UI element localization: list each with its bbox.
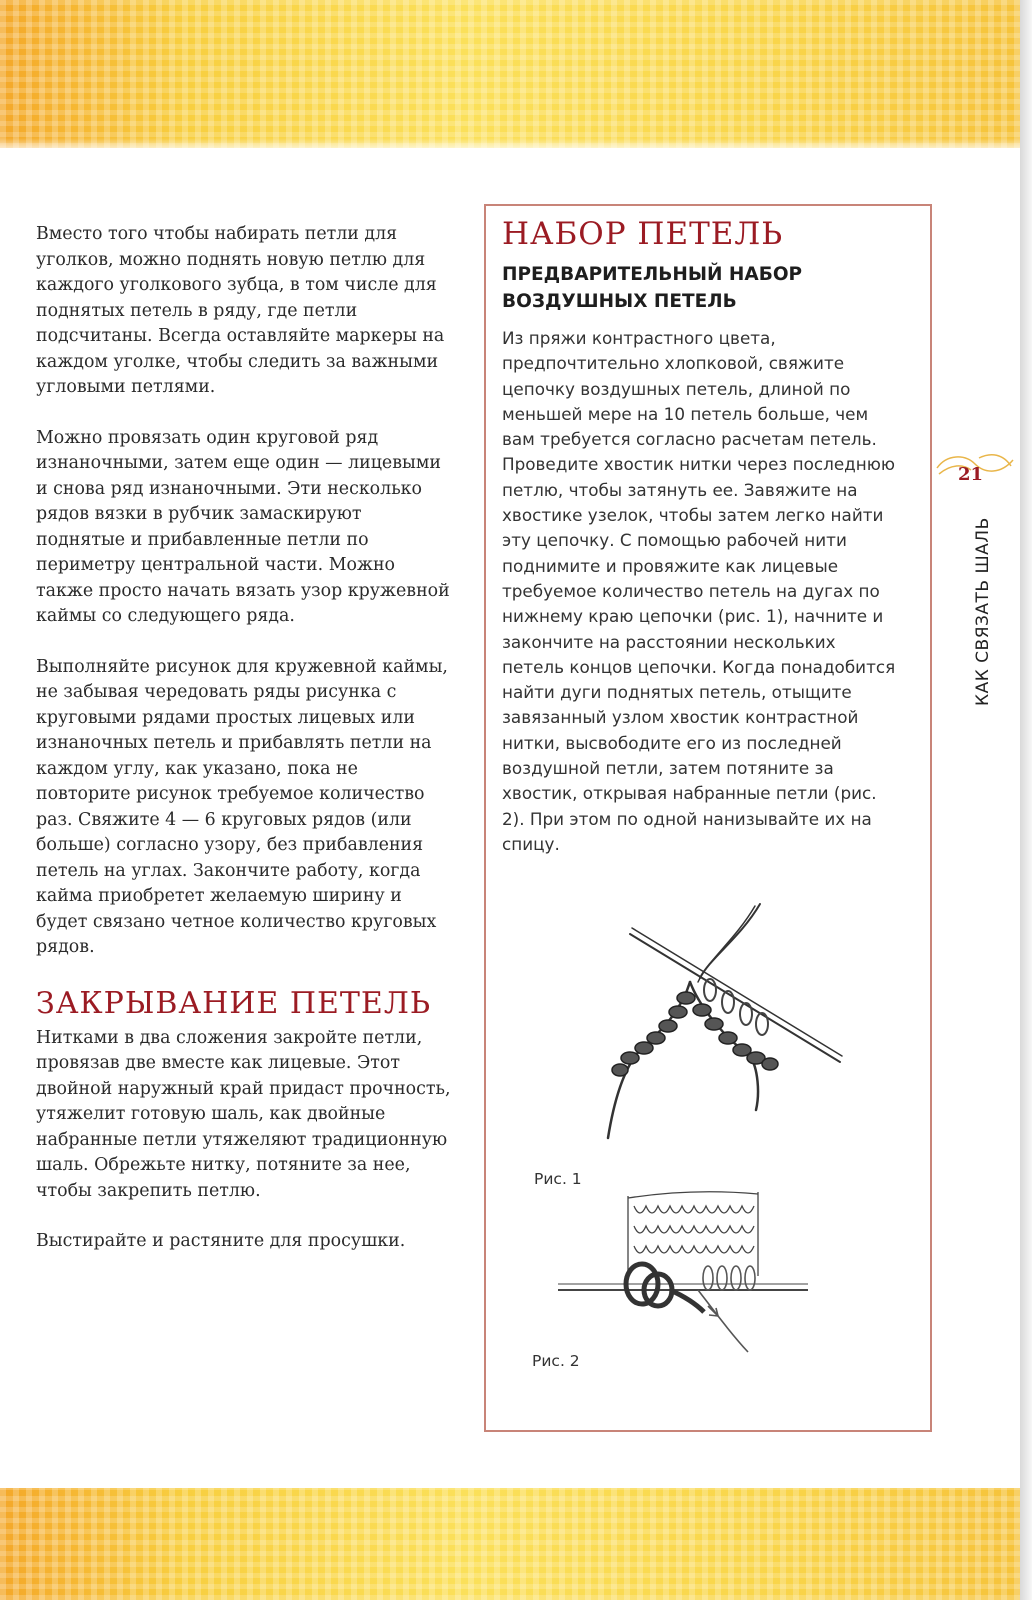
cast-on-heading: НАБОР ПЕТЕЛЬ — [502, 216, 784, 252]
left-column — [36, 222, 456, 1255]
bottom-decorative-band — [0, 1488, 1032, 1600]
cast-on-sidebar-box — [484, 204, 932, 1432]
page-edge-shadow — [1020, 0, 1032, 1600]
paragraph-bind-off: Нитками в два сложения закройте петли, провязав две вместе как лицевые. Этот двойной наружный край придаст прочность, утяжелит готовую шаль, как двойные набранные петли утяжеляют традиционную шаль. Обрежьте нитку, потяните за нее, чтобы закрепить петлю. — [36, 1027, 451, 1201]
figure-1-crochet-chain-illustration — [590, 898, 850, 1160]
top-decorative-band — [0, 0, 1032, 148]
paragraph-blocking: Выстирайте и растяните для просушки. — [36, 1231, 406, 1251]
page-number: 21 — [958, 464, 984, 485]
paragraph-corners: Вместо того чтобы набирать петли для уголков, можно поднять новую петлю для каждого уголкового зубца, в том числе для поднятых петель в ряду, где петли подсчитаны. Всегда оставляйте маркеры на каждом уголке, чтобы следить за важными угловыми петлями. — [36, 224, 445, 397]
figure-1-caption: Рис. 1 — [534, 1170, 582, 1188]
figure-2-knitted-fabric-illustration — [558, 1186, 808, 1354]
running-title-vertical: КАК СВЯЗАТЬ ШАЛЬ — [973, 517, 993, 706]
provisional-cast-on-subheading: ПРЕДВАРИТЕЛЬНЫЙ НАБОР ВОЗДУШНЫХ ПЕТЕЛЬ — [502, 264, 803, 312]
paragraph-lace-border: Выполняйте рисунок для кружевной каймы, не забывая чередовать ряды рисунка с круговыми рядами простых лицевых или изнаночных петель и прибавлять петли на каждом углу, как указано, пока не повторите рисунок требуемое количество раз. Свяжите 4 — 6 круговых рядов (или больше) согласно узору, без прибавления петель на углах. Закончите работу, когда кайма приобретет желаемую ширину и будет связано четное количество круговых рядов. — [36, 656, 448, 957]
paragraph-garter-rows: Можно провязать один круговой ряд изнаночными, затем еще один — лицевыми и снова ряд изнаночными. Эти несколько рядов вязки в рубчик замаскируют поднятые и прибавленные петли по периметру центральной части. Можно также просто начать вязать узор кружевной каймы со следующего ряда. — [36, 427, 450, 626]
provisional-cast-on-text: Из пряжи контрастного цвета, предпочтительно хлопковой, свяжите цепочку воздушных петель, длиной по меньшей мере на 10 петель больше, чем вам требуется согласно расчетам петель. Проведите хвостик нитки через последнюю петлю, чтобы затянуть ее. Завяжите на хвостике узелок, чтобы затем легко найти эту цепочку. С помощью рабочей нити поднимите и провяжите как лицевые требуемое количество петель на дугах по нижнему краю цепочки (рис. 1), начните и закончите на расстоянии нескольких петель концов цепочки. Когда понадобится найти дуги поднятых петель, отыщите завязанный узлом хвостик контрастной нитки, высвободите его из последней воздушной петли, затем потяните за хвостик, открывая набранные петли (рис. 2). При этом по одной нанизывайте их на спицу. — [502, 328, 896, 854]
bind-off-heading: ЗАКРЫВАНИЕ ПЕТЕЛЬ — [36, 985, 432, 1021]
figure-2-caption: Рис. 2 — [532, 1352, 580, 1370]
